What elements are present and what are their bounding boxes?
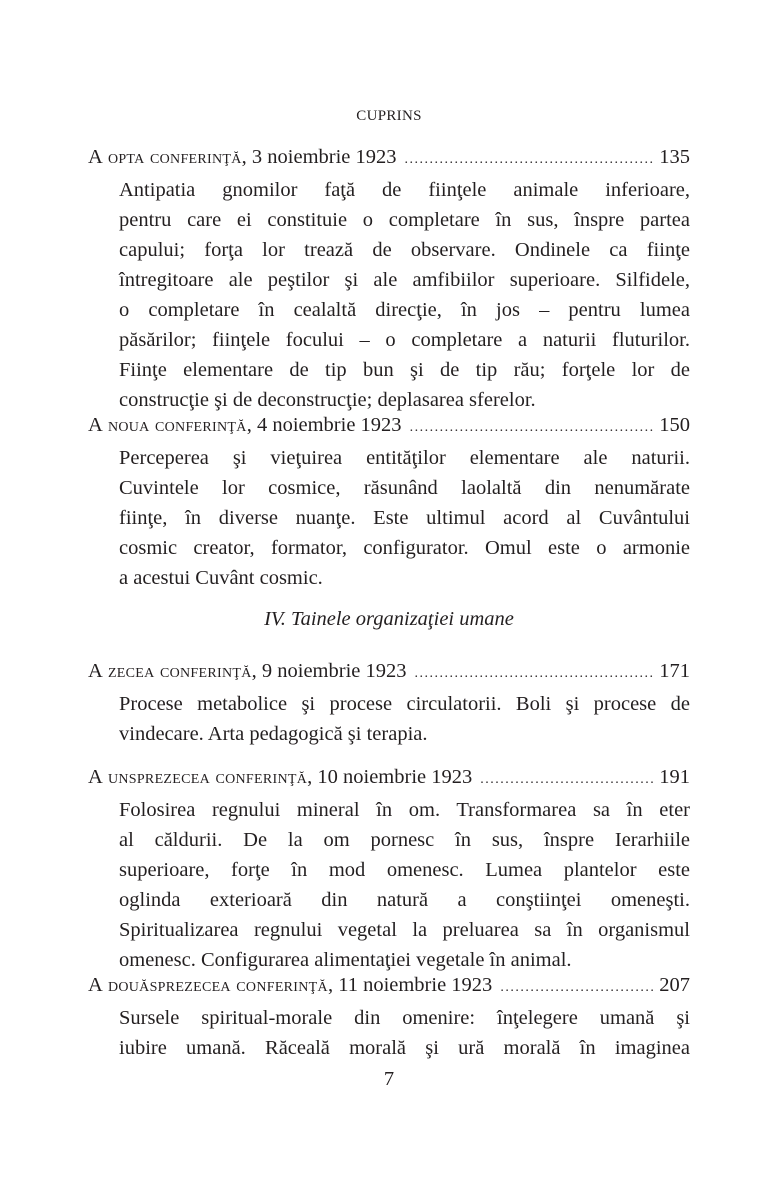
dot-leader — [410, 413, 656, 443]
toc-entry — [88, 762, 690, 975]
toc-entry-heading[interactable] — [88, 970, 690, 1003]
entry-prefix: A — [88, 974, 103, 996]
summary-line: capului; forţa lor trează de observare. Ondinele ca fiinţe — [119, 239, 690, 261]
summary-line: al căldurii. De la om pornesc în sus, înspre Ierarhiile — [119, 829, 690, 851]
entry-prefix: A — [88, 146, 103, 168]
entry-ordinal: douăsprezecea conferinţă — [107, 974, 328, 996]
summary-line: Perceperea şi vieţuirea entităţilor elementare ale naturii. — [119, 447, 690, 469]
entry-date: , 10 noiembrie 1923 — [307, 766, 473, 788]
entry-ordinal: noua conferinţă — [107, 414, 247, 436]
summary-line: superioare, forţe în mod omenesc. Lumea plantelor este — [119, 859, 690, 881]
summary-line: vindecare. Arta pedagogică şi terapia. — [119, 723, 428, 745]
summary-line: construcţie şi de deconstrucţie; deplasarea sferelor. — [119, 389, 536, 411]
summary-line: Antipatia gnomilor faţă de fiinţele animale inferioare, — [119, 179, 690, 201]
summary-line: păsărilor; fiinţele focului – o completare a naturii fluturilor. — [119, 329, 690, 351]
summary-line: Cuvintele lor cosmice, răsunând laolaltă din nenumărate — [119, 477, 690, 499]
summary-line: întregitoare ale peştilor şi ale amfibiilor superioare. Silfidele, — [119, 269, 690, 291]
toc-entry-heading[interactable] — [88, 410, 690, 443]
summary-line: Fiinţe elementare de tip bun şi de tip rău; forţele lor de — [119, 359, 690, 381]
entry-prefix: A — [88, 414, 103, 436]
summary-line: Procese metabolice şi procese circulatorii. Boli şi procese de — [119, 693, 690, 715]
summary-line: a acestui Cuvânt cosmic. — [119, 567, 323, 589]
dot-leader — [405, 145, 656, 175]
toc-entry-summary — [119, 1003, 690, 1063]
summary-line: omenesc. Configurarea alimentaţiei vegetale în animal. — [119, 949, 572, 971]
entry-ordinal: opta conferinţă — [107, 146, 242, 168]
summary-line: iubire umană. Răceală morală şi ură morală în imaginea — [119, 1037, 690, 1059]
entry-date: , 3 noiembrie 1923 — [241, 146, 397, 168]
toc-entry — [88, 410, 690, 593]
page-number: 7 — [383, 1068, 395, 1090]
dot-leader — [480, 765, 655, 795]
toc-entry-heading[interactable] — [88, 762, 690, 795]
entry-page-number: 207 — [659, 974, 690, 996]
summary-line: pentru care ei constituie o completare în sus, înspre partea — [119, 209, 690, 231]
toc-entry-heading[interactable] — [88, 656, 690, 689]
entry-prefix: A — [88, 660, 103, 682]
toc-entry-summary — [119, 443, 690, 593]
summary-line: fiinţe, în diverse nuanţe. Este ultimul acord al Cuvântului — [119, 507, 690, 529]
summary-line: Folosirea regnului mineral în om. Transformarea sa în eter — [119, 799, 690, 821]
entry-date: , 11 noiembrie 1923 — [327, 974, 493, 996]
dot-leader — [500, 973, 655, 1003]
entry-page-number: 150 — [659, 414, 690, 436]
toc-entry-summary — [119, 689, 690, 749]
toc-entry-summary — [119, 795, 690, 975]
toc-entry-summary — [119, 175, 690, 415]
entry-prefix: A — [88, 766, 103, 788]
running-head: CUPRINS — [356, 108, 422, 124]
entry-ordinal: zecea conferinţă — [107, 660, 252, 682]
entry-ordinal: unsprezecea conferinţă — [107, 766, 308, 788]
summary-line: Sursele spiritual-morale din omenire: înţelegere umană şi — [119, 1007, 690, 1029]
summary-line: Spiritualizarea regnului vegetal la preluarea sa în organismul — [119, 919, 690, 941]
toc-entry — [88, 656, 690, 749]
entry-page-number: 171 — [659, 660, 690, 682]
toc-entry — [88, 970, 690, 1063]
entry-date: , 9 noiembrie 1923 — [251, 660, 407, 682]
toc-entry — [88, 142, 690, 415]
entry-date: , 4 noiembrie 1923 — [246, 414, 402, 436]
entry-page-number: 135 — [659, 146, 690, 168]
summary-line: oglinda exterioară din natură a conştiinţei omeneşti. — [119, 889, 690, 911]
entry-page-number: 191 — [659, 766, 690, 788]
toc-entry-heading[interactable] — [88, 142, 690, 175]
section-title: IV. Tainele organizaţiei umane — [264, 608, 514, 630]
summary-line: cosmic creator, formator, configurator. Omul este o armonie — [119, 537, 690, 559]
dot-leader — [415, 659, 656, 689]
summary-line: o completare în cealaltă direcţie, în jos – pentru lumea — [119, 299, 690, 321]
